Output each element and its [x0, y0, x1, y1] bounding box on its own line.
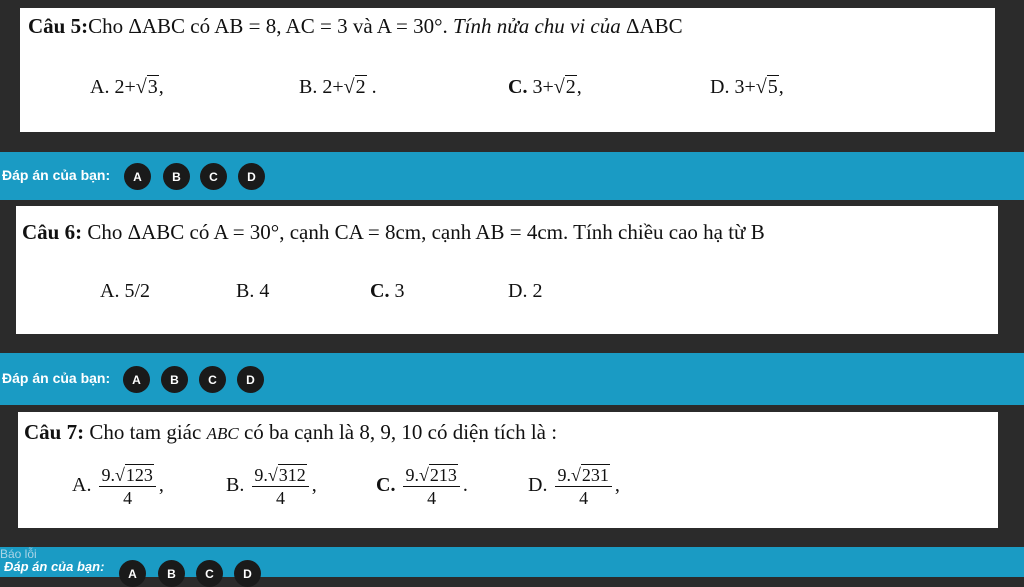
q7-option-c: C. $\frac{9.√213}{4}$ . [376, 465, 468, 508]
answer-label: Đáp án của bạn: [2, 370, 111, 386]
q6-option-d: D. 2 [508, 280, 543, 302]
answer-label: Đáp án của bạn: [2, 167, 111, 183]
answer-choice-c[interactable]: C [199, 366, 226, 393]
answer-choice-b[interactable]: B [158, 560, 185, 587]
q5-option-c: C. 3+√2, [508, 76, 582, 98]
report-error-link[interactable]: Báo lỗi [0, 547, 37, 561]
q5-option-a: A. 2+√3, [90, 76, 164, 98]
question-5-card [20, 8, 995, 132]
answer-bar-q5 [0, 152, 1024, 200]
answer-choice-a[interactable]: A [119, 560, 146, 587]
q5-option-d: D. 3+√5, [710, 76, 784, 98]
answer-label: Đáp án của bạn: [4, 559, 105, 574]
question-7-text: Câu 7: Cho tam giác ABC có ba cạnh là 8, 9, 10 có diện tích là : [24, 420, 558, 444]
q7-option-a: A. $\frac{9.√123}{4}$ , [72, 465, 164, 508]
answer-choice-b[interactable]: B [161, 366, 188, 393]
q7-option-b: B. $\frac{9.√312}{4}$ , [226, 465, 317, 508]
answer-choice-c[interactable]: C [196, 560, 223, 587]
answer-bar-q6 [0, 353, 1024, 405]
answer-choice-a[interactable]: A [123, 366, 150, 393]
answer-choice-d[interactable]: D [238, 163, 265, 190]
q6-option-b: B. 4 [236, 280, 270, 302]
answer-bar-q7 [0, 547, 1024, 581]
answer-choice-a[interactable]: A [124, 163, 151, 190]
answer-choice-c[interactable]: C [200, 163, 227, 190]
q6-option-c: C. 3 [370, 280, 405, 302]
question-5-text: Câu 5:Cho ΔABC có AB = 8, AC = 3 và A = 30°. Tính nửa chu vi của ΔABC [28, 14, 683, 38]
answer-choice-d[interactable]: D [237, 366, 264, 393]
question-6-text: Câu 6: Cho ΔABC có A = 30°, cạnh CA = 8cm, cạnh AB = 4cm. Tính chiều cao hạ từ B [22, 220, 765, 244]
q5-option-b: B. 2+√2 . [299, 76, 377, 98]
answer-choice-b[interactable]: B [163, 163, 190, 190]
answer-choice-d[interactable]: D [234, 560, 261, 587]
question-7-card [18, 412, 998, 528]
q6-option-a: A. 5/2 [100, 280, 151, 302]
question-6-card [16, 206, 998, 334]
q7-option-d: D. $\frac{9.√231}{4}$ , [528, 465, 620, 508]
